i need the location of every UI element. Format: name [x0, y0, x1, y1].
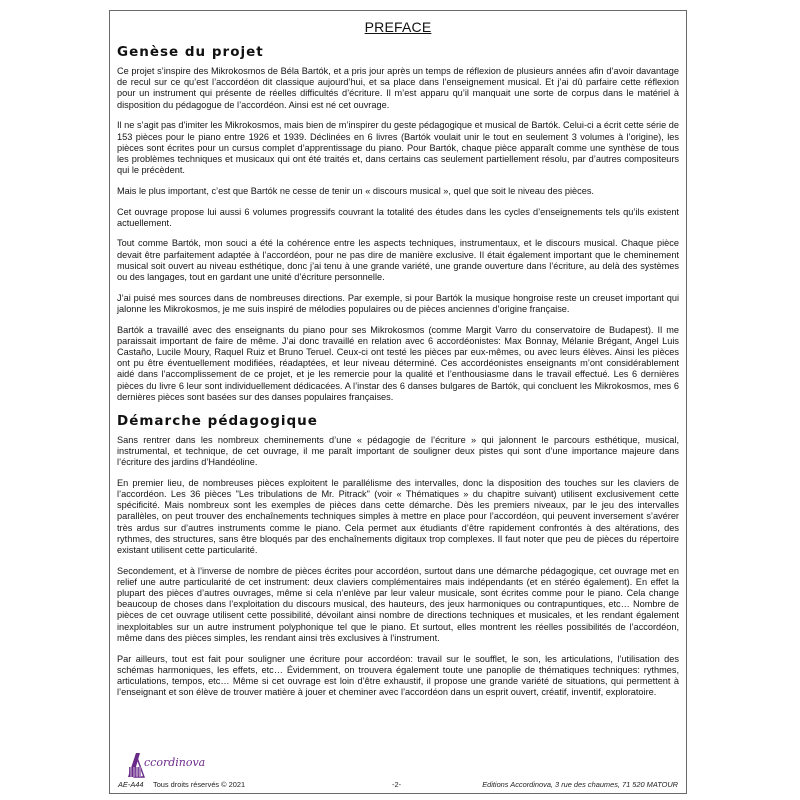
paragraph: Il ne s’agit pas d’imiter les Mikrokosmos, mais bien de m’inspirer du geste pédagogique et musical de Bartók. Celui-ci a écrit cette série de 153 pièces pour le piano entre 1926 et 1939. Déclinées en 6 livres (Bartók voulait unir le tout en seulement 3 volumes à l’origine), les pièces sont écrites pour un cursus complet d’apprentissage du piano. Pour Bartók, chaque pièce apparaît comme une synthèse de tous les problèmes techniques et musicaux qui ont été traités et, dans certains cas seulement partiellement résolu, par d’autres compositeurs qui le précèdent.	[117, 120, 679, 176]
paragraph: Sans rentrer dans les nombreux cheminements d’une « pédagogie de l’écriture » qui jalonnent le parcours esthétique, musical, instrumental, et technique, de cet ouvrage, il me paraît important de souligner deux pistes qui sont d’une importance majeure dans l’écriture des jardins d’Handéoline.	[117, 434, 679, 467]
document-page	[109, 10, 687, 794]
page-content	[117, 17, 679, 708]
section-heading-genese: Genèse du projet	[117, 44, 264, 60]
paragraph: Bartók a travaillé avec des enseignants du piano pour ses Mikrokosmos (comme Margit Varro du conservatoire de Budapest). Il me paraissait important de faire de même. J’ai donc travaillé en relation avec 6 accordéonistes: Max Bonnay, Mélanie Brégant, Angel Luis Castaño, Lucile Moury, Raquel Ruiz et Bruno Teruel. Ceux-ci ont testé les pièces par eux-mêmes, ou avec leurs élèves. Ainsi les pièces ont pu être éventuellement modifiées, réadaptées, et leur niveau déterminé. Ces accordéonistes enseignants m’ont considérablement aidé dans l’accomplissement de ce projet, et je les remercie pour la qualité et l’enthousiasme dans le travail effectué. Les 6 dernières pièces du livre 6 leur sont individuellement dédicacées. A l’instar des 6 danses bulgares de Bartók, qui concluent les Mikrokosmos, mes 6 dernières pièces sont basées sur des danses populaires françaises.	[117, 324, 679, 402]
paragraph: Tout comme Bartók, mon souci a été la cohérence entre les aspects techniques, instrumentaux, et le discours musical. Chaque pièce devait être parfaitement adaptée à l’accordéon, pour ne pas dire de manière exclusive. Il était également important que le cheminement musical soit ouvert au niveau esthétique, donc j’ai tenu à une grande variété, une grande ouverture dans l’écriture, au delà des systèmes ou des langages, tout en gardant une unité d’écriture personnelle.	[117, 238, 679, 283]
page-title: PREFACE	[364, 19, 432, 35]
publisher-address: Editions Accordinova, 3 rue des chaumes, 71 520 MATOUR	[482, 780, 678, 789]
document-code: AE-A44	[118, 780, 144, 789]
section-heading-demarche: Démarche pédagogique	[117, 412, 318, 429]
page-number: -2-	[392, 780, 402, 789]
logo-text: ccordinova	[144, 756, 206, 769]
paragraph: Par ailleurs, tout est fait pour souligner une écriture pour accordéon: travail sur le soufflet, le son, les articulations, l’utilisation des schémas harmoniques, les effets, etc… Évidemment, on trouvera également toute une panoplie de thématiques techniques: rythmes, articulations, tempos, etc… Même si cet ouvrage est loin d’être exhaustif, il propose une grande variété de situations, qui permettent à l’enseignant et son élève de trouver matière à jouer et cheminer avec l’accordéon dans un esprit ouvert, créatif, inventif, exploratoire.	[117, 653, 679, 698]
paragraph: Secondement, et à l’inverse de nombre de pièces écrites pour accordéon, surtout dans une démarche pédagogique, cet ouvrage met en relief une autre particularité de cet instrument: deux claviers complémentaires mais indépendants (et en stéréo également). En effet la plupart des pièces d’autres ouvrages, même si cela n’enlève par leur valeur musicale, sont écrites comme pour le piano. Cela change beaucoup de choses dans l’exploitation du discours musical, des hauteurs, des jeux harmoniques ou contrapuntiques, etc… Nombre de pièces de cet ouvrage utilisent cette possibilité, dévoilant ainsi nombre de directions techniques et musicales, et les rendant également inexploitables sur un autre instrument polyphonique tel que le piano. Et surtout, elles montrent les réelles possibilités de l’accordéon, même dans des pièces simples, les rendant ainsi très exclusives à l’instrument.	[117, 565, 679, 643]
rights-notice: Tous droits réservés © 2021	[153, 780, 246, 789]
publisher-logo	[124, 749, 234, 781]
page-footer	[110, 749, 686, 793]
paragraph: En premier lieu, de nombreuses pièces exploitent le parallélisme des intervalles, donc la disposition des touches sur les claviers de l’accordéon. Les 36 pièces "Les tribulations de Mr. Pitrack" (voir « Thématiques » du chapitre suivant) utilisent exclusivement cette spécificité. Mais nombreux sont les exemples de pièces dans cette démarche. Dès les premiers niveaux, par le jeu des intervalles parallèles, on peut trouver des enchaînements techniques simples à mettre en place pour l’accordéon, qui peuvent inversement s’avérer très ardus sur d’autres instruments comme le piano. Cela permet aux étudiants d’être rapidement confrontés à des altérations, des rythmes, des structures, sans être bloqués par des enchaînements digitaux trop complexes. Il faut noter que peu de pièces du répertoire existant utilisent cette particularité.	[117, 477, 679, 555]
paragraph: Ce projet s’inspire des Mikrokosmos de Béla Bartók, et a pris jour après un temps de réflexion de plusieurs années afin d’avoir davantage de recul sur ce qu’est l’accordéon dit classique aujourd’hui, et sa place dans l’enseignement musical. Et j’ai dû parfaire cette réflexion pour un instrument qui présente de réelles difficultés d’écriture. Il m’est apparu qu’il manquait une sorte de corpus dans le matériel à disposition du pédagogue de l’accordéon. Ainsi est né cet ouvrage.	[117, 66, 679, 110]
paragraph: J’ai puisé mes sources dans de nombreuses directions. Par exemple, si pour Bartók la musique hongroise reste un creuset important qui jalonne les Mikrokosmos, je me suis inspiré de mélodies populaires ou de pièces anciennes d’origine française.	[117, 292, 679, 314]
paragraph: Mais le plus important, c’est que Bartók ne cesse de tenir un « discours musical », quel que soit le niveau des pièces.	[117, 185, 594, 196]
paragraph: Cet ouvrage propose lui aussi 6 volumes progressifs couvrant la totalité des études dans les cycles d’enseignements tels qu’ils existent actuellement.	[117, 206, 679, 228]
